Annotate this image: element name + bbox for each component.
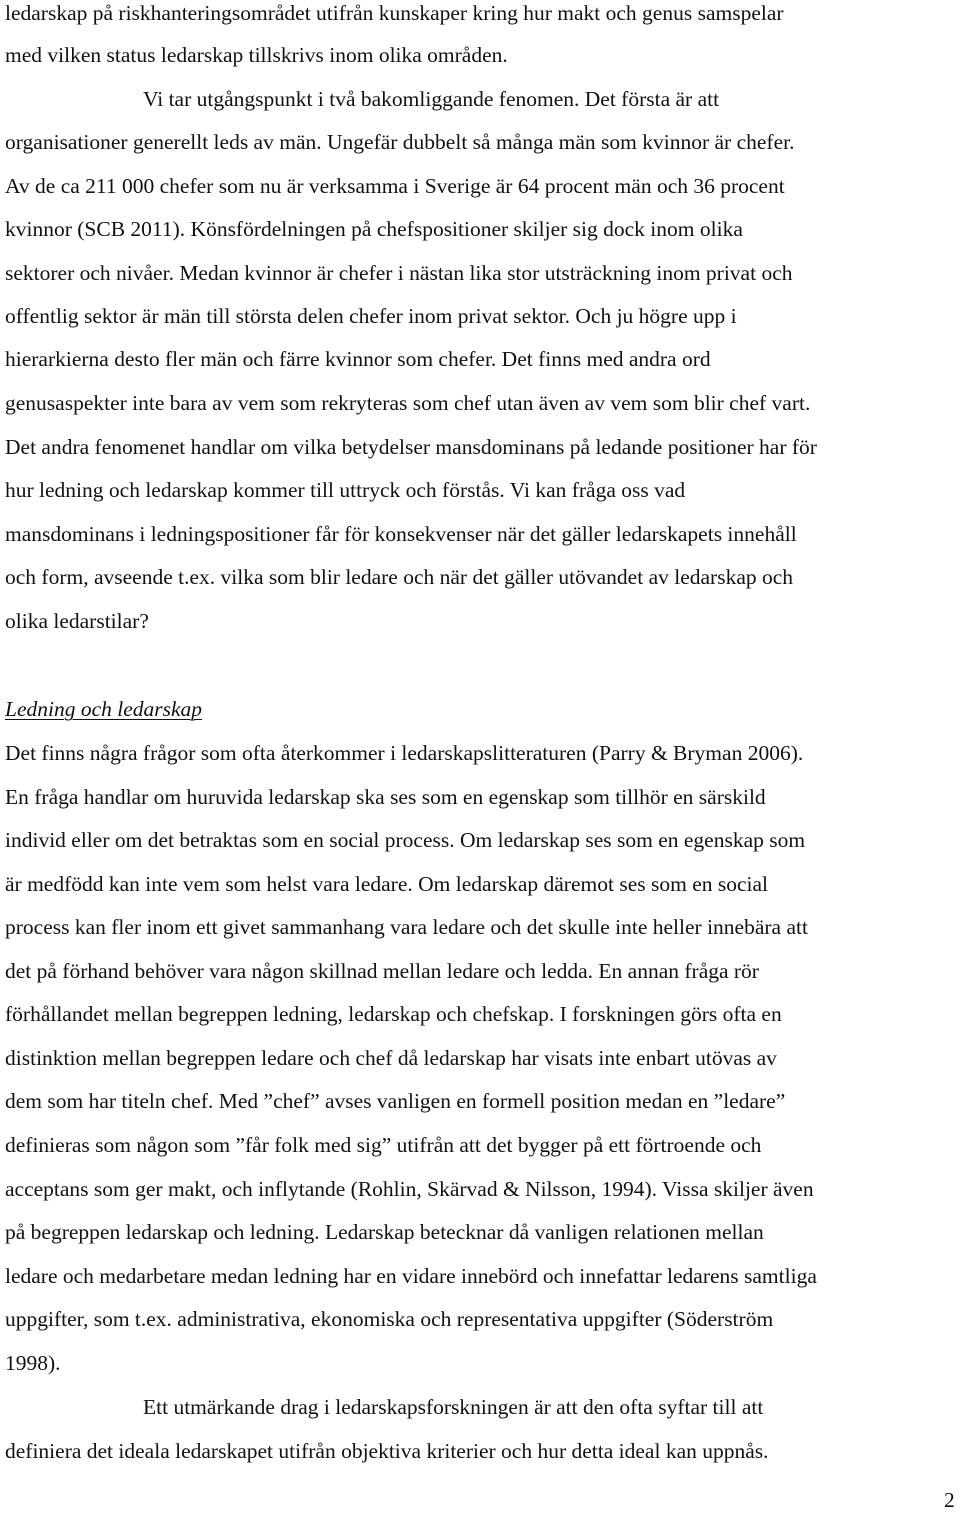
text-line: Av de ca 211 000 chefer som nu är verksamma i Sverige är 64 procent män och 36 procent [5, 174, 785, 198]
text-line: En fråga handlar om huruvida ledarskap ska ses som en egenskap som tillhör en särskild [5, 785, 766, 809]
text-line: Det andra fenomenet handlar om vilka betydelser mansdominans på ledande positioner har för [5, 435, 817, 459]
text-line: uppgifter, som t.ex. administrativa, ekonomiska och representativa uppgifter (Söderström [5, 1307, 774, 1331]
text-line: definiera det ideala ledarskapet utifrån objektiva kriterier och hur detta ideal kan uppnås. [5, 1439, 769, 1463]
section-heading: Ledning och ledarskap [5, 697, 203, 721]
text-line: Ett utmärkande drag i ledarskapsforskningen är att den ofta syftar till att [143, 1395, 764, 1419]
text-line: det på förhand behöver vara någon skillnad mellan ledare och ledda. En annan fråga rör [5, 959, 759, 983]
text-line: organisationer generellt leds av män. Ungefär dubbelt så många män som kvinnor är chefer. [5, 130, 795, 154]
text-line: acceptans som ger makt, och inflytande (Rohlin, Skärvad & Nilsson, 1994). Vissa skiljer även [5, 1177, 814, 1201]
text-line: dem som har titeln chef. Med ”chef” avses vanligen en formell position medan en ”ledare” [5, 1089, 786, 1113]
text-line: sektorer och nivåer. Medan kvinnor är chefer i nästan lika stor utsträckning inom privat och [5, 261, 793, 285]
page-number: 2 [944, 1488, 955, 1512]
text-line: ledare och medarbetare medan ledning har en vidare innebörd och innefattar ledarens samtliga [5, 1264, 817, 1288]
text-line: är medfödd kan inte vem som helst vara ledare. Om ledarskap däremot ses som en social [5, 872, 769, 896]
text-line: distinktion mellan begreppen ledare och chef då ledarskap har visats inte enbart utövas av [5, 1046, 777, 1070]
text-line: individ eller om det betraktas som en social process. Om ledarskap ses som en egenskap som [5, 828, 806, 852]
text-line: process kan fler inom ett givet sammanhang vara ledare och det skulle inte heller innebära att [5, 915, 808, 939]
text-line: på begreppen ledarskap och ledning. Ledarskap betecknar då vanligen relationen mellan [5, 1220, 764, 1244]
text-line: offentlig sektor är män till största delen chefer inom privat sektor. Och ju högre upp i [5, 304, 737, 328]
text-line: kvinnor (SCB 2011). Könsfördelningen på chefspositioner skiljer sig dock inom olika [5, 217, 743, 241]
text-line: genusaspekter inte bara av vem som rekryteras som chef utan även av vem som blir chef vart. [5, 391, 811, 415]
text-line: Det finns några frågor som ofta återkommer i ledarskapslitteraturen (Parry & Bryman 2006). [5, 741, 804, 765]
text-line: med vilken status ledarskap tillskrivs inom olika områden. [5, 43, 508, 67]
text-line: olika ledarstilar? [5, 609, 149, 633]
text-line: definieras som någon som ”får folk med sig” utifrån att det bygger på ett förtroende och [5, 1133, 762, 1157]
text-line: 1998). [5, 1351, 61, 1375]
text-line: Vi tar utgångspunkt i två bakomliggande fenomen. Det första är att [143, 87, 720, 111]
text-line: mansdominans i ledningspositioner får för konsekvenser när det gäller ledarskapets innehåll [5, 522, 797, 546]
text-line: och form, avseende t.ex. vilka som blir ledare och när det gäller utövandet av ledarskap och [5, 565, 794, 589]
text-line: hierarkierna desto fler män och färre kvinnor som chefer. Det finns med andra ord [5, 347, 711, 371]
text-line: hur ledning och ledarskap kommer till uttryck och förstås. Vi kan fråga oss vad [5, 478, 686, 502]
text-line: ledarskap på riskhanteringsområdet utifrån kunskaper kring hur makt och genus samspelar [5, 1, 784, 25]
text-line: förhållandet mellan begreppen ledning, ledarskap och chefskap. I forskningen görs ofta en [5, 1002, 782, 1026]
